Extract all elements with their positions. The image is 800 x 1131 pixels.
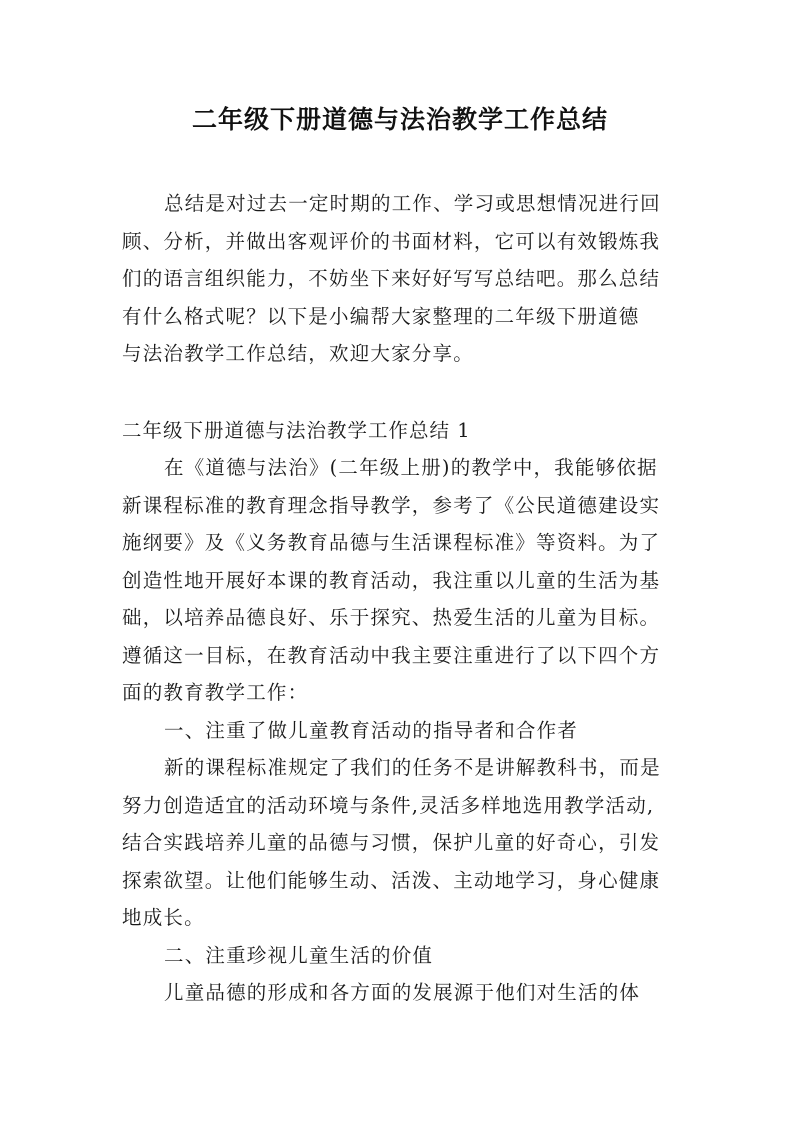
subheading-line: 二、注重珍视儿童生活的价值 [164,943,434,967]
body-line: 地成长。 [122,906,205,929]
intro-line: 与法治教学工作总结，欢迎大家分享。 [122,342,474,365]
body-line: 探索欲望。让他们能够生动、活泼、主动地学习，身心健康 [122,868,661,892]
section-body [122,449,682,1012]
intro-paragraph [122,185,682,373]
body-line: 施纲要》及《义务教育品德与生活课程标准》等资料。为了 [122,531,661,554]
body-line: 础，以培养品德良好、乐于探究、热爱生活的儿童为目标。 [122,606,661,629]
body-line: 新的课程标准规定了我们的任务不是讲解教科书，而是 [164,756,661,779]
section-heading: 二年级下册道德与法治教学工作总结 1 [122,419,471,442]
subheading-line: 一、注重了做儿童教育活动的指导者和合作者 [164,718,579,742]
document-title: 二年级下册道德与法治教学工作总结 [191,105,608,134]
body-line: 结合实践培养儿童的品德与习惯，保护儿童的好奇心，引发 [122,831,661,854]
intro-line: 有什么格式呢？以下是小编帮大家整理的二年级下册道德 [122,304,640,328]
body-line: 新课程标准的教育理念指导教学，参考了《公民道德建设实 [122,493,661,517]
body-line: 遵循这一目标，在教育活动中我主要注重进行了以下四个方 [122,643,661,667]
intro-line: 顾、分析，并做出客观评价的书面材料，它可以有效锻炼我 [122,229,661,253]
body-line: 创造性地开展好本课的教育活动，我注重以儿童的生活为基 [122,568,661,592]
body-line: 面的教育教学工作： [122,681,309,704]
body-line: 在《道德与法治》(二年级上册)的教学中，我能够依据 [164,456,658,479]
body-line: 儿童品德的形成和各方面的发展源于他们对生活的体 [164,981,641,1004]
intro-line: 总结是对过去一定时期的工作、学习或思想情况进行回 [164,192,661,215]
body-line: 努力创造适宜的活动环境与条件,灵活多样地选用教学活动, [122,793,655,817]
intro-line: 们的语言组织能力，不妨坐下来好好写写总结吧。那么总结 [122,267,661,290]
